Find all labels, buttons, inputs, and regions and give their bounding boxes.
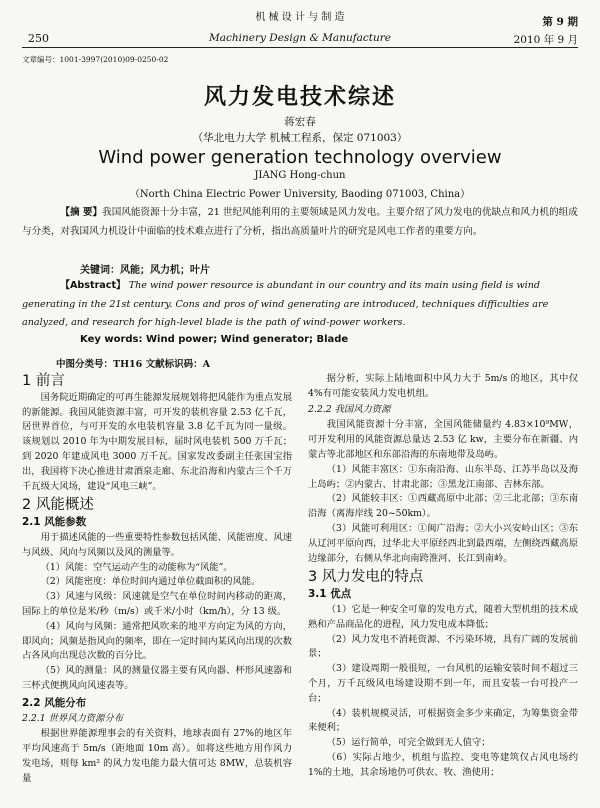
keywords-en (80, 334, 348, 345)
section-2-1-paragraph: 用于描述风能的一些重要特性参数包括风能、风能密度、风速与风级、风向与风频以及风的测量等。 (22, 531, 292, 558)
section-3-1-heading: 3.1 优点 (308, 588, 352, 601)
abstract-cn-text: 我国风能资源十分丰富，21 世纪风能利用的主要领域是风力发电。主要介绍了风力发电的优缺点和风力机的组成与分类，对我国风力机设计中面临的技术难点进行了分析，指出高质量叶片的研究是风电工作者的重要方向。 (22, 207, 578, 237)
abstract-cn (22, 204, 578, 241)
list-item: （4）装机规模灵活，可根据资金多少来确定，为筹集资金带来便利； (308, 707, 578, 734)
list-item: （5）运行简单，可完全做到无人值守； (326, 737, 491, 749)
issue-date: 2010 年 9 月 (513, 34, 578, 46)
keywords-cn-label: 关键词： (80, 265, 120, 276)
title-cn: 风力发电技术综述 (203, 84, 396, 110)
left-column (22, 370, 292, 787)
keywords-en-label: Key words: (80, 334, 143, 345)
issue-number: 第 9 期 (542, 16, 578, 28)
classification: 中图分类号：TH16 文献标识码：A (56, 359, 210, 370)
running-header-journal-en: Machinery Design & Manufacture (209, 32, 391, 44)
header-rule (22, 47, 578, 48)
section-2-2-1-heading: 2.2.1 世界风力资源分布 (22, 712, 123, 724)
title-en: Wind power generation technology overview (98, 147, 502, 168)
list-item: （3）建设周期一般很短，一台风机的运输安装时间不超过三个月，万千瓦级风电场建设期不到一年，而且安装一台可投产一台； (308, 663, 578, 704)
affiliation-cn: （华北电力大学 机械工程系，保定 071003） (192, 132, 408, 144)
author-en: JIANG Hong-chun (254, 170, 346, 181)
affiliation-en: （North China Electric Power University, Baoding 071003, China） (129, 189, 471, 200)
list-item: （2）风能较丰区：①西藏高原中北部；②三北北部；③东南沿海（离海岸线 20~50km）。 (308, 493, 578, 520)
continued-paragraph: 据分析，实际上陆地面积中风力大于 5m/s 的地区，其中仅 4%有可能安装风力发电机组。 (308, 373, 578, 399)
list-item: （1）风能：空气运动产生的动能称为“风能”。 (40, 561, 233, 573)
list-item: （1）它是一种安全可靠的发电方式，随着大型机组的技术成熟和产品商品化的进程，风力发电成本降低； (308, 603, 578, 630)
section-2-2-heading: 2.2 风能分布 (22, 696, 87, 709)
keywords-en-text: Wind power; Wind generator; Blade (146, 334, 349, 345)
list-item: （3）风能可利用区：①闽广沿海；②大小兴安岭山区；③东从辽河平原向西，过华北大平原经西北到最西端，左侧绕西藏高原边缘部分，右侧从华北向南跨淮河、长江到南岭。 (308, 522, 578, 564)
list-item: （1）风能丰富区：①东南沿海、山东半岛、江苏半岛以及海上岛屿；②内蒙古、甘肃北部；③黑龙江南部、吉林东部。 (308, 463, 578, 490)
list-item: （6）实际占地少，机组与监控、变电等建筑仅占风电场约 1%的土地，其余场地仍可供农、牧、渔使用； (308, 751, 578, 778)
list-item: （2）风能密度：单位时间内通过单位截面积的风能。 (40, 576, 261, 588)
section-2-heading: 2 风能概述 (22, 497, 94, 514)
running-header-journal-cn: 机 械 设 计 与 制 造 (255, 12, 345, 23)
abstract-cn-label: 【摘 要】 (60, 207, 103, 218)
section-2-2-1-paragraph: 根据世界能源理事会的有关资料，地球表面有 27%的地区年平均风速高于 5m/s（距地面 10m 高）。如将这些地方用作风力发电场，则每 km² 的风力发电能力最大值可达 8MW，总装机容量 (22, 728, 292, 784)
article-id: 文章编号：1001-3997(2010)09-0250-02 (22, 55, 169, 64)
page-number: 250 (28, 32, 49, 45)
abstract-en-label: 【Abstract】 (60, 280, 126, 291)
abstract-en (22, 277, 578, 333)
list-item: （2）风力发电不消耗资源、不污染环境，具有广阔的发展前景； (308, 633, 578, 660)
keywords-cn (80, 261, 210, 276)
abstract-en-text: The wind power resource is abundant in our country and its main using field is wind generating in the 21st century. Cons and pros of wind generating are introduced, techniques difficulties are analyzed, and research for high-level blade is the path of wind-power workers. (22, 280, 549, 328)
keywords-cn-text: 风能；风力机；叶片 (120, 265, 210, 276)
author-cn: 蒋宏春 (284, 116, 316, 128)
right-column (308, 372, 578, 781)
section-2-2-2-heading: 2.2.2 我国风力资源 (308, 403, 391, 415)
section-1-paragraph: 国务院近期确定的可再生能源发展规划将把风能作为重点发展的新能源。我国风能资源丰富，可开发的装机容量 2.53 亿千瓦，居世界首位，与可开发的水电装机容量 3.8 亿千瓦为同一量级。该规划以 2010 年为中期发展目标，届时风电装机 500 万千瓦；到 2020 年建成风电 3000 万千瓦。国家发改委副主任张国宝指出，我国将下决心推进甘肃酒泉走廊、东北沿海和内蒙古三个千万千瓦级大风场，建设“风电三峡”。 (22, 391, 292, 492)
section-3-heading: 3 风力发电的特点 (308, 569, 424, 586)
list-item: （5）风的测量：风的测量仪器主要有风向器、杯形风速器和三杯式便携风向风速表等。 (22, 665, 292, 691)
section-2-1-heading: 2.1 风能参数 (22, 516, 87, 529)
list-item: （3）风速与风级：风速就是空气在单位时间内移动的距离，国际上的单位是米/秒（m/s）或千米/小时（km/h），分 13 级。 (22, 591, 292, 617)
list-item: （4）风向与风频：通常把风吹来的地平方向定为风的方向，即风向；风频是指风向的频率，即在一定时间内某风向出现的次数占各风向出现总次数的百分比。 (22, 620, 292, 662)
section-1-heading: 1 前言 (22, 373, 65, 389)
section-2-2-2-paragraph: 我国风能资源十分丰富，全国风能储量约 4.83×10⁹MW，可开发利用的风能资源总量达 2.53 亿 kw，主要分布在新疆、内蒙古等北部地区和东部沿海的东南地带及岛屿。 (308, 419, 578, 460)
